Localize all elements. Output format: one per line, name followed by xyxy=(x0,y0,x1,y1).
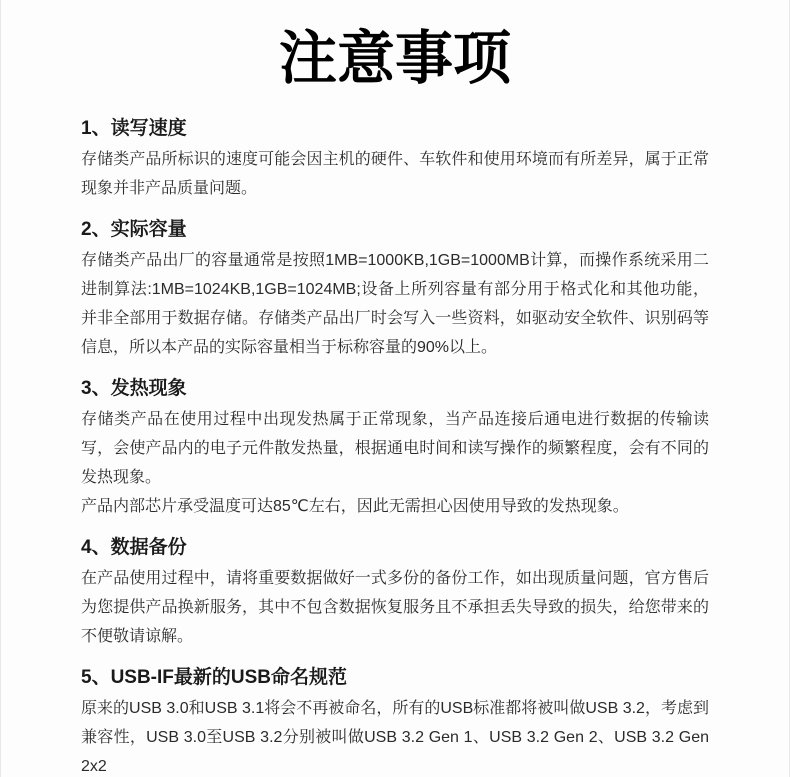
page-title: 注意事项 xyxy=(278,26,511,91)
section-paragraph: 存储类产品所标识的速度可能会因主机的硬件、车软件和使用环境而有所差异，属于正常现象并非产品质量问题。 xyxy=(81,150,709,197)
section-data-backup xyxy=(81,536,709,651)
section-read-write-speed xyxy=(81,117,709,203)
section-paragraph: 在产品使用过程中，请将重要数据做好一式多份的备份工作，如出现质量问题，官方售后为您提供产品换新服务，其中不包含数据恢复服务且不承担丢失导致的损失，给您带来的不便敬请谅解。 xyxy=(81,569,709,645)
section-paragraph: 存储类产品在使用过程中出现发热属于正常现象，当产品连接后通电进行数据的传输读写，会使产品内的电子元件散发热量，根据通电时间和读写操作的频繁程度，会有不同的发热现象。 xyxy=(81,410,709,486)
section-usb-naming xyxy=(81,666,709,777)
section-paragraph: 原来的USB 3.0和USB 3.1将会不再被命名，所有的USB标准都将被叫做USB 3.2，考虑到兼容性，USB 3.0至USB 3.2分别被叫做USB 3.2 Gen 1、USB 3.2 Gen 2、USB 3.2 Gen 2x2 xyxy=(81,699,709,775)
notice-content xyxy=(1,0,789,777)
section-heading: 3、发热现象 xyxy=(81,377,187,399)
section-heading: 4、数据备份 xyxy=(81,536,187,558)
section-paragraph: 存储类产品出厂的容量通常是按照1MB=1000KB,1GB=1000MB计算，而操作系统采用二进制算法:1MB=1024KB,1GB=1024MB;设备上所列容量有部分用于格式化和其他功能，并非全部用于数据存储。存储类产品出厂时会写入一些资料，如驱动安全软件、识别码等信息，所以本产品的实际容量相当于标称容量的90%以上。 xyxy=(81,251,709,356)
section-actual-capacity xyxy=(81,218,709,362)
section-heat-generation xyxy=(81,377,709,521)
section-heading: 5、USB-IF最新的USB命名规范 xyxy=(81,666,348,688)
section-heading: 2、实际容量 xyxy=(81,218,187,240)
section-heading: 1、读写速度 xyxy=(81,117,187,139)
section-paragraph: 产品内部芯片承受温度可达85℃左右，因此无需担心因使用导致的发热现象。 xyxy=(81,497,629,515)
